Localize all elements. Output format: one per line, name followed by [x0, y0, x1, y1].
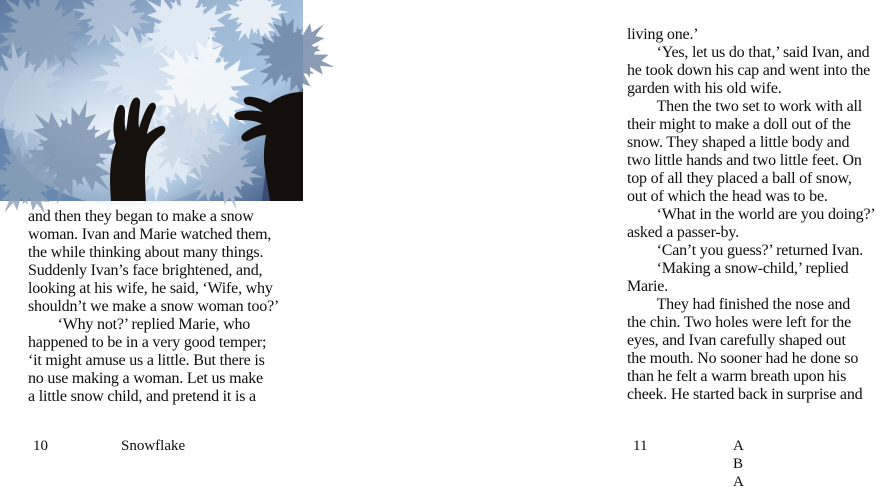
right-page-text [627, 26, 889, 404]
right-running-title: A B A [733, 438, 746, 490]
text-line: Suddenly Ivan’s face brightened, and, [28, 262, 263, 279]
text-line: living one.’ [627, 26, 699, 43]
text-line: ‘Yes, let us do that,’ said Ivan, and [656, 44, 870, 61]
text-line: top of all they placed a ball of snow, [627, 170, 852, 187]
text-line: ‘What in the world are you doing?’ [656, 206, 876, 223]
text-line: ‘Why not?’ replied Marie, who [57, 316, 251, 333]
text-line: the while thinking about many things. [28, 244, 264, 261]
text-line: eyes, and Ivan carefully shaped out [627, 332, 846, 349]
text-line: a little snow child, and pretend it is a [28, 388, 256, 405]
text-line: and then they began to make a snow [28, 208, 254, 225]
text-line: Marie. [627, 278, 669, 295]
book-page-left [0, 0, 300, 486]
text-line: out of which the head was to be. [627, 188, 828, 205]
text-line: the chin. Two holes were left for the [627, 314, 851, 331]
text-line: cheek. He started back in surprise and [627, 386, 863, 403]
text-line: ‘Can’t you guess?’ returned Ivan. [656, 242, 864, 259]
left-page-number: 10 [33, 438, 48, 454]
text-line: happened to be in a very good temper; [28, 334, 267, 351]
text-line: no use making a woman. Let us make [28, 370, 263, 387]
text-line: ‘Making a snow-child,’ replied [656, 260, 849, 277]
text-line: snow. They shaped a little body and [627, 134, 850, 151]
book-page-right [300, 0, 876, 490]
text-line: their might to make a doll out of the [627, 116, 851, 133]
left-page-text [28, 208, 290, 406]
text-line: ‘it might amuse us a little. But there is [28, 352, 265, 369]
text-line: he took down his cap and went into the [627, 62, 871, 79]
text-line: looking at his wife, he said, ‘Wife, why [28, 280, 273, 297]
text-line: woman. Ivan and Marie watched them, [28, 226, 272, 243]
text-line: than he felt a warm breath upon his [627, 368, 847, 385]
text-line: They had finished the nose and [656, 296, 851, 313]
text-line: garden with his old wife. [627, 80, 782, 97]
text-line: shouldn’t we make a snow woman too?’ [28, 298, 280, 315]
left-running-title: Snowflake [121, 438, 186, 454]
text-line: asked a passer-by. [627, 224, 739, 241]
paper-snowflakes-illustration [0, 0, 303, 201]
right-page-number: 11 [633, 438, 648, 454]
text-line: the mouth. No sooner had he done so [627, 350, 859, 367]
text-line: two little hands and two little feet. On [627, 152, 862, 169]
text-line: Then the two set to work with all [656, 98, 862, 115]
snowflake-photo [0, 0, 303, 201]
